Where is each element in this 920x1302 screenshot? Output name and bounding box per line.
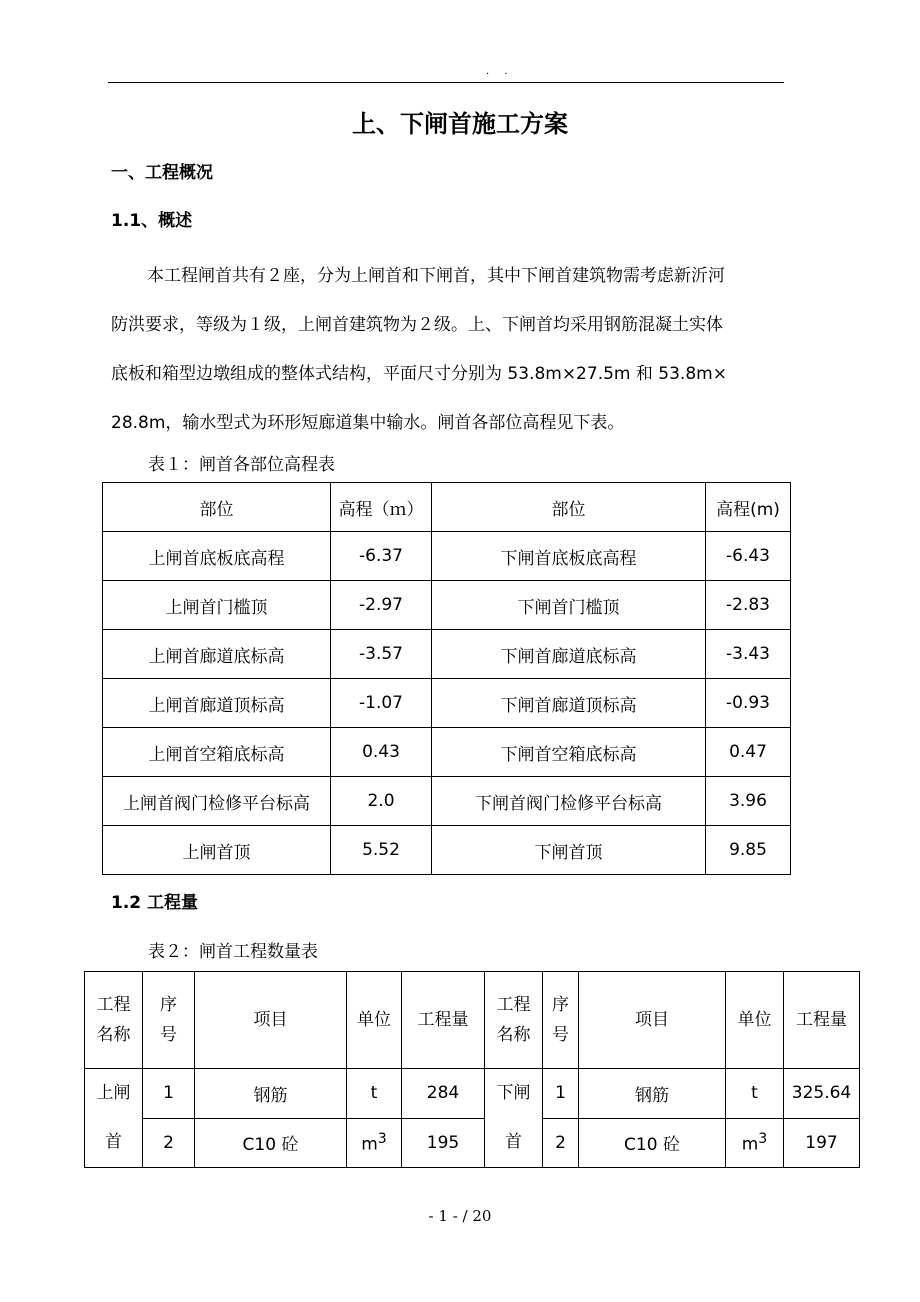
table-cell: -2.97 [331,581,432,630]
overview-paragraph [111,252,781,448]
table-header-row [85,972,860,1069]
table-cell: 上闸首顶 [103,826,331,875]
header-cell [543,972,579,1069]
header-rule [108,82,784,83]
table-cell: 上闸首门槛顶 [103,581,331,630]
table-row [103,777,791,826]
unit-superscript: 3 [758,1130,768,1147]
table-cell: 上闸首廊道顶标高 [103,679,331,728]
header-text: 名称 [96,1025,131,1045]
page-number: - 1 - / 20 [428,1207,492,1225]
table-cell: -6.43 [706,532,791,581]
header-cell: 高程(m) [706,483,791,532]
header-text: 序 [160,995,177,1015]
project-name-text: 首 [105,1132,122,1152]
table-cell: 2.0 [331,777,432,826]
header-cell [85,972,143,1069]
header-text: 工程 [496,995,531,1015]
paragraph-line: 本工程闸首共有２座，分为上闸首和下闸首，其中下闸首建筑物需考虑新沂河 [147,266,725,286]
page-title: 上、下闸首施工方案 [352,110,568,138]
unit-superscript: 3 [377,1130,387,1147]
table-cell [726,1118,784,1168]
table-cell: 下闸首底板底高程 [432,532,706,581]
table-cell: 0.47 [706,728,791,777]
table-cell: -3.57 [331,630,432,679]
table-cell: 上闸首阀门检修平台标高 [103,777,331,826]
project-name-text: 下闸 [496,1083,531,1103]
header-text: 名称 [496,1025,531,1045]
paragraph-line: 底板和箱型边墩组成的整体式结构，平面尺寸分别为 53.8m×27.5m 和 53.8m× [111,364,727,384]
table-row [103,581,791,630]
subsection-heading-quantity: 1.2 工程量 [111,893,199,913]
table-cell: 197 [784,1118,860,1168]
table-cell: 上闸首底板底高程 [103,532,331,581]
header-cell: 部位 [432,483,706,532]
subsection-heading-overview: 1.1、概述 [111,211,193,231]
table-cell: 195 [402,1118,485,1168]
table-row [103,826,791,875]
header-cell: 单位 [726,972,784,1069]
table-cell: 下闸首廊道顶标高 [432,679,706,728]
table-cell: 2 [543,1118,579,1168]
table-cell: 上闸首空箱底标高 [103,728,331,777]
table-cell: 0.43 [331,728,432,777]
table-cell: 2 [143,1118,195,1168]
table-cell: 284 [402,1069,485,1119]
header-cell: 单位 [347,972,402,1069]
table-cell: 下闸首顶 [432,826,706,875]
header-dots: . . [486,66,514,77]
table-row [103,630,791,679]
table-cell: -3.43 [706,630,791,679]
table-cell: 下闸首廊道底标高 [432,630,706,679]
table-row [103,679,791,728]
header-text: 工程 [96,995,131,1015]
paragraph-line: 防洪要求，等级为１级，上闸首建筑物为２级。上、下闸首均采用钢筋混凝土实体 [111,315,723,335]
header-cell: 项目 [579,972,726,1069]
project-name-text: 上闸 [96,1083,131,1103]
header-cell: 部位 [103,483,331,532]
table-cell: 上闸首廊道底标高 [103,630,331,679]
table-cell: 1 [543,1069,579,1119]
table2-caption: 表２：闸首工程数量表 [148,942,318,962]
table-cell: 下闸首阀门检修平台标高 [432,777,706,826]
table-cell: -0.93 [706,679,791,728]
table-header-row [103,483,791,532]
table-cell: -1.07 [331,679,432,728]
header-cell [485,972,543,1069]
header-text: 序 [552,995,569,1015]
table-cell: 325.64 [784,1069,860,1119]
table-cell: C10 砼 [195,1118,347,1168]
table-cell: -6.37 [331,532,432,581]
project-name-cell [85,1069,143,1168]
project-name-text: 首 [505,1132,522,1152]
table-cell: 3.96 [706,777,791,826]
unit-text: m [741,1134,759,1155]
elevation-table [102,482,791,875]
header-cell: 工程量 [784,972,860,1069]
table-cell: 下闸首门槛顶 [432,581,706,630]
header-cell: 工程量 [402,972,485,1069]
header-cell: 项目 [195,972,347,1069]
project-name-cell [485,1069,543,1168]
table-cell: 钢筋 [579,1069,726,1119]
table1-caption: 表１：闸首各部位高程表 [148,455,335,475]
table-cell: 下闸首空箱底标高 [432,728,706,777]
table-cell: t [726,1069,784,1119]
table-cell: 9.85 [706,826,791,875]
table-row [103,728,791,777]
paragraph-line: 28.8m，输水型式为环形短廊道集中输水。闸首各部位高程见下表。 [111,413,625,433]
section-heading: 一、工程概况 [111,163,213,183]
table-cell: -2.83 [706,581,791,630]
header-text: 号 [552,1025,569,1045]
table-cell: 5.52 [331,826,432,875]
header-cell [143,972,195,1069]
table-cell: 钢筋 [195,1069,347,1119]
header-text: 号 [160,1025,177,1045]
header-cell: 高程（ｍ） [331,483,432,532]
table-row [85,1069,860,1119]
quantity-table [84,971,860,1168]
table-row [85,1118,860,1168]
table-cell [347,1118,402,1168]
table-cell: C10 砼 [579,1118,726,1168]
table-cell: t [347,1069,402,1119]
unit-text: m [361,1134,378,1155]
table-cell: 1 [143,1069,195,1119]
table-row [103,532,791,581]
